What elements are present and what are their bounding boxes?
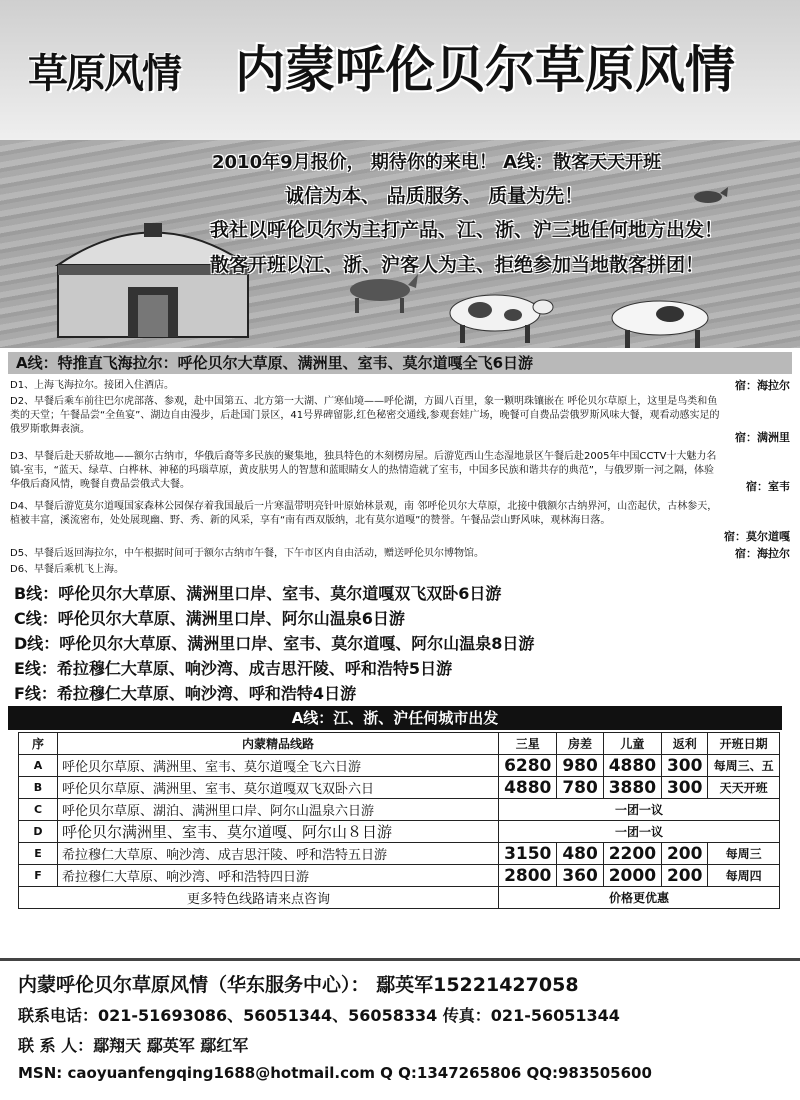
- contact-people: 联 系 人：鄢翔天 鄢英军 鄢红军: [18, 1036, 249, 1055]
- cell-seq: F: [19, 865, 58, 887]
- cell-child: 3880: [603, 777, 661, 799]
- table-row: [19, 821, 780, 843]
- price-table: [18, 732, 780, 909]
- cell-seq: E: [19, 843, 58, 865]
- route-e: E线：希拉穆仁大草原、响沙湾、成吉思汗陵、呼和浩特5日游: [14, 659, 453, 678]
- cell-child: 2000: [603, 865, 661, 887]
- table-row: [19, 843, 780, 865]
- page-title: 内蒙呼伦贝尔草原风情: [235, 40, 735, 99]
- header-seq: 序: [19, 733, 58, 755]
- slogan-line: 诚信为本、 品质服务、 质量为先！: [285, 185, 584, 207]
- itinerary-text: D1、上海飞海拉尔。接团入住酒店。: [10, 380, 175, 391]
- cell-dates: 每周三: [708, 843, 780, 865]
- cell-rebate: 200: [662, 843, 708, 865]
- route-f: F线：希拉穆仁大草原、响沙湾、呼和浩特4日游: [14, 684, 357, 703]
- table-header-row: [19, 733, 780, 755]
- cell-three-star: 2800: [499, 865, 557, 887]
- phone-fax: 联系电话：021-51693086、56051344、56058334 传真：021-56051344: [18, 1006, 620, 1025]
- table-row: [19, 777, 780, 799]
- price-table-banner: A线：江、浙、沪任何城市出发: [8, 706, 782, 730]
- header-rebate: 返利: [662, 733, 708, 755]
- table-row: [19, 755, 780, 777]
- itinerary-day-2: [10, 395, 790, 444]
- itinerary-day-5: [10, 547, 790, 561]
- cell-route: 呼伦贝尔满洲里、室韦、莫尔道嘎、阿尔山８日游: [58, 821, 499, 843]
- cell-negotiable: 一团一议: [499, 821, 780, 843]
- cell-seq: D: [19, 821, 58, 843]
- cell-room-diff: 980: [557, 755, 603, 777]
- cell-dates: 每周四: [708, 865, 780, 887]
- itinerary-hotel: 宿：室韦: [746, 480, 790, 493]
- departure-line: 我社以呼伦贝尔为主打产品、江、浙、沪三地任何地方出发！: [210, 219, 724, 241]
- group-policy-line: 散客开班以江、浙、沪客人为主、拒绝参加当地散客拼团！: [210, 254, 705, 276]
- hero-banner: [0, 0, 800, 348]
- cell-seq: C: [19, 799, 58, 821]
- cell-dates: 每周三、五: [708, 755, 780, 777]
- better-price-note: 价格更优惠: [499, 887, 780, 909]
- itinerary-text: D5、早餐后返回海拉尔，中午根据时间可于额尔古纳市午餐，下午市区内自由活动，赠送呼伦贝尔博物馆。: [10, 548, 485, 559]
- cell-child: 2200: [603, 843, 661, 865]
- horse-illustration: [690, 185, 730, 210]
- header-three-star: 三星: [499, 733, 557, 755]
- header-route: 内蒙精品线路: [58, 733, 499, 755]
- cow-illustration: [600, 292, 730, 348]
- cell-route: 呼伦贝尔草原、湖泊、满洲里口岸、阿尔山温泉六日游: [58, 799, 499, 821]
- itinerary-hotel: 宿：海拉尔: [735, 547, 790, 560]
- header-room-diff: 房差: [557, 733, 603, 755]
- route-c: C线：呼伦贝尔大草原、满洲里口岸、阿尔山温泉6日游: [14, 609, 405, 628]
- itinerary-hotel: 宿：莫尔道嘎: [724, 530, 790, 543]
- cell-dates: 天天开班: [708, 777, 780, 799]
- table-footer-row: [19, 887, 780, 909]
- footer-divider: [0, 958, 800, 961]
- table-row: [19, 865, 780, 887]
- cell-rebate: 200: [662, 865, 708, 887]
- cell-seq: A: [19, 755, 58, 777]
- cell-child: 4880: [603, 755, 661, 777]
- price-date-line: 2010年9月报价， 期待你的来电！ A线：散客天天开班: [212, 152, 662, 173]
- cell-room-diff: 360: [557, 865, 603, 887]
- cell-route: 希拉穆仁大草原、响沙湾、成吉思汗陵、呼和浩特五日游: [58, 843, 499, 865]
- company-contact: 内蒙呼伦贝尔草原风情（华东服务中心）： 鄢英军15221427058: [18, 974, 579, 996]
- cell-room-diff: 780: [557, 777, 603, 799]
- cow-illustration: [435, 285, 555, 345]
- header-child: 儿童: [603, 733, 661, 755]
- table-row: [19, 799, 780, 821]
- itinerary-text: D4、早餐后游览莫尔道嘎国家森林公园保存着我国最后一片寒温带明亮针叶原始林景观，南 邻呼伦贝尔大草原，北接中俄额尔古纳界河，山峦起伏，古林参天，植被丰富，溪流密布，处处展现幽、野、秀、新的风采，享有“南有西双版纳，北有莫尔道嘎”的赞誉。午餐品尝山野风味，观林海日落。: [10, 501, 718, 526]
- cell-three-star: 6280: [499, 755, 557, 777]
- itinerary-text: D2、早餐后乘车前往巴尔虎部落、参观，赴中国第五、北方第一大湖、广寒仙境——呼伦湖，方圆八百里，象一颗明珠镶嵌在 呼伦贝尔草原上，这里是鸟类和鱼类的天堂；午餐品尝“全鱼宴”、湖边自由漫步，后赴国门景区，41号界碑留影,红色秘密交通线,参观套娃广场，晚餐可自费品尝俄罗斯风味大餐，观看动感实足的俄罗斯歌舞表演。: [10, 396, 720, 435]
- cell-three-star: 3150: [499, 843, 557, 865]
- cell-route: 呼伦贝尔草原、满洲里、室韦、莫尔道嘎双飞双卧六日: [58, 777, 499, 799]
- cell-negotiable: 一团一议: [499, 799, 780, 821]
- more-routes-note: 更多特色线路请来点咨询: [19, 887, 499, 909]
- route-b: B线：呼伦贝尔大草原、满洲里口岸、室韦、莫尔道嘎双飞双卧6日游: [14, 584, 502, 603]
- msn-qq: MSN: caoyuanfengqing1688@hotmail.com Q Q:1347265806 QQ:983505600: [18, 1064, 652, 1082]
- cell-rebate: 300: [662, 777, 708, 799]
- cell-route: 呼伦贝尔草原、满洲里、室韦、莫尔道嘎全飞六日游: [58, 755, 499, 777]
- itinerary-day-1: [10, 379, 790, 393]
- itinerary-day-4: [10, 500, 790, 543]
- a-route-title: A线：特推直飞海拉尔：呼伦贝尔大草原、满洲里、室韦、莫尔道嘎全飞6日游: [8, 352, 792, 374]
- itinerary-hotel: 宿：海拉尔: [735, 379, 790, 392]
- itinerary-text: D3、早餐后赴天骄故地——额尔古纳市，华俄后裔等多民族的聚集地，独具特色的木刻楞房屋。后游览西山生态湿地景区午餐后赴2005年中国CCTV十大魅力名镇-室韦，“蓝天、绿草、白桦林、神秘的玛瑙草原，黄皮肤男人的智慧和蓝眼睛女人的热情造就了室韦，中国多民族和谐共存的典范”，与俄罗斯一河之隔，体验华俄后裔风情，晚餐自费品尝俄式大餐。: [10, 451, 717, 490]
- itinerary-day-6: [10, 563, 790, 577]
- itinerary-text: D6、早餐后乘机飞上海。: [10, 564, 125, 575]
- cell-room-diff: 480: [557, 843, 603, 865]
- cell-route: 希拉穆仁大草原、响沙湾、呼和浩特四日游: [58, 865, 499, 887]
- header-dates: 开班日期: [708, 733, 780, 755]
- cell-seq: B: [19, 777, 58, 799]
- cell-three-star: 4880: [499, 777, 557, 799]
- route-d: D线：呼伦贝尔大草原、满洲里口岸、室韦、莫尔道嘎、阿尔山温泉8日游: [14, 634, 535, 653]
- itinerary-hotel: 宿：满洲里: [735, 431, 790, 444]
- itinerary-day-3: [10, 450, 790, 492]
- cell-rebate: 300: [662, 755, 708, 777]
- brand-logo-text: 草原风情: [28, 51, 180, 97]
